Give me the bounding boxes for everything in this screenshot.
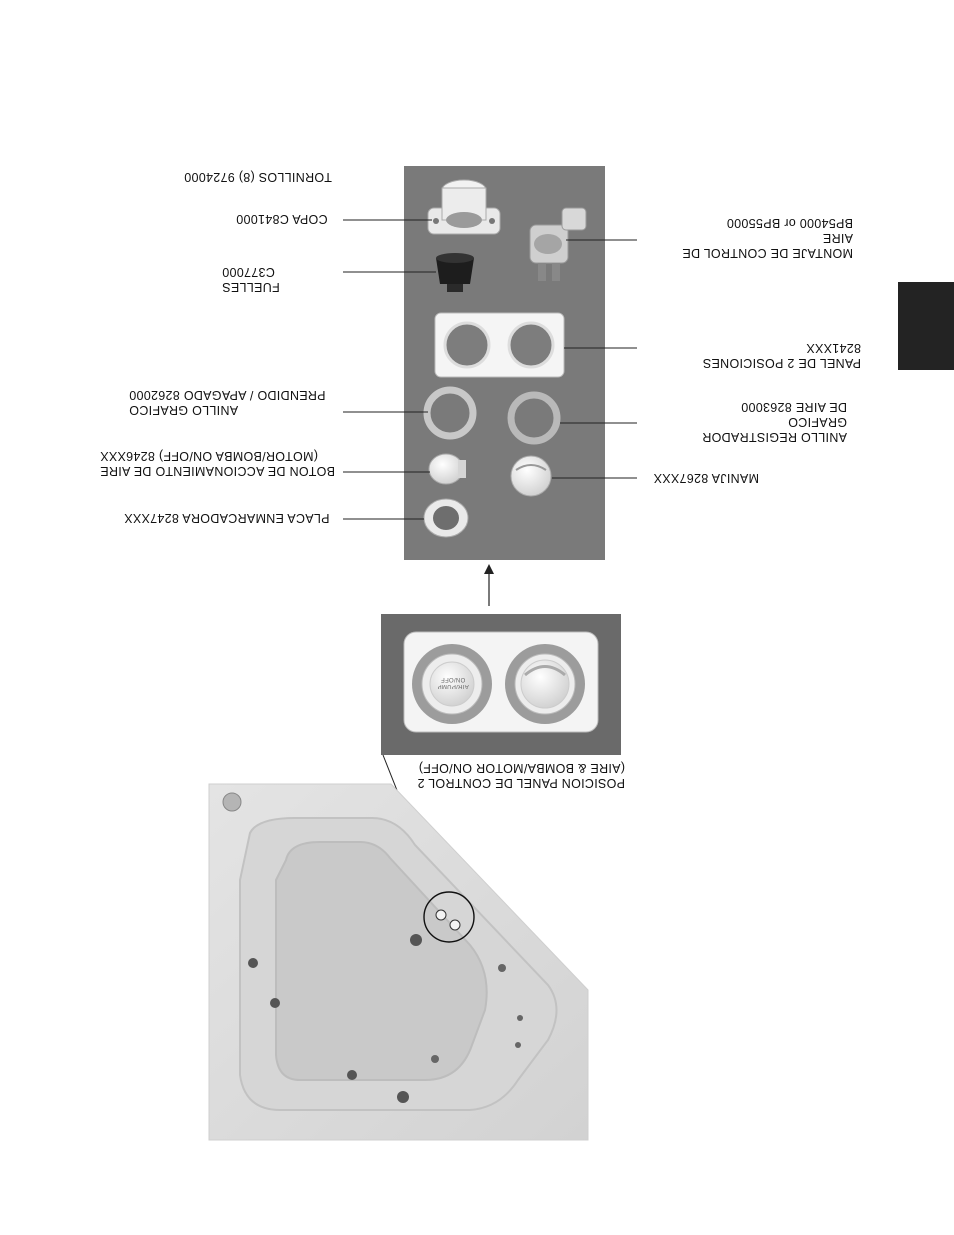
label-tornillos: TORNILLOS (8) 9724000 — [184, 170, 332, 184]
corner-tub — [209, 784, 588, 1140]
label-copa: COPA C841000 — [236, 212, 328, 226]
two-position-panel — [435, 313, 564, 377]
framing-plate-part — [424, 499, 468, 537]
panel-button-text: AIR/PUMP ON/OFF — [437, 676, 469, 689]
label-panel-2-posiciones: PANEL DE 2 POSICIONES 8241XXX — [702, 341, 861, 370]
bellows-part — [436, 253, 474, 292]
label-montaje: MONTAJE DE CONTROL DE AIRE BP54000 or BP55000 — [682, 216, 853, 260]
label-boton-accionamiento: BOTON DE ACCIONAMIENTO DE AIRE (MOTOR/BOMBA ON/OFF) 8246XXX — [100, 449, 335, 478]
handle-part — [511, 456, 551, 496]
cup-part — [428, 180, 500, 234]
label-posicion-panel: POSICION PANEL DE CONTROL 2 (AIRE & BOMBA/MOTOR ON/OFF) — [417, 761, 625, 790]
air-register-ring — [511, 395, 557, 441]
label-anillo-grafico: ANILLO GRAFICO PRENDIDO / APAGADO 8262000 — [129, 388, 326, 417]
label-manija: MANIJA 8267XXX — [653, 471, 759, 485]
arrow-up-icon — [484, 564, 494, 606]
air-control-assembly — [530, 208, 586, 281]
label-fuelles: FUELLES C377000 — [222, 265, 280, 294]
label-anillo-registrador: ANILLO REGISTRADOR GRAFICO DE AIRE 8263000 — [701, 400, 847, 444]
air-button-part — [429, 454, 466, 484]
label-placa: PLACA ENMARCADORA 8247XXX — [124, 511, 330, 525]
control-panel-closeup — [404, 632, 598, 732]
graphic-ring-on-off — [427, 390, 473, 436]
